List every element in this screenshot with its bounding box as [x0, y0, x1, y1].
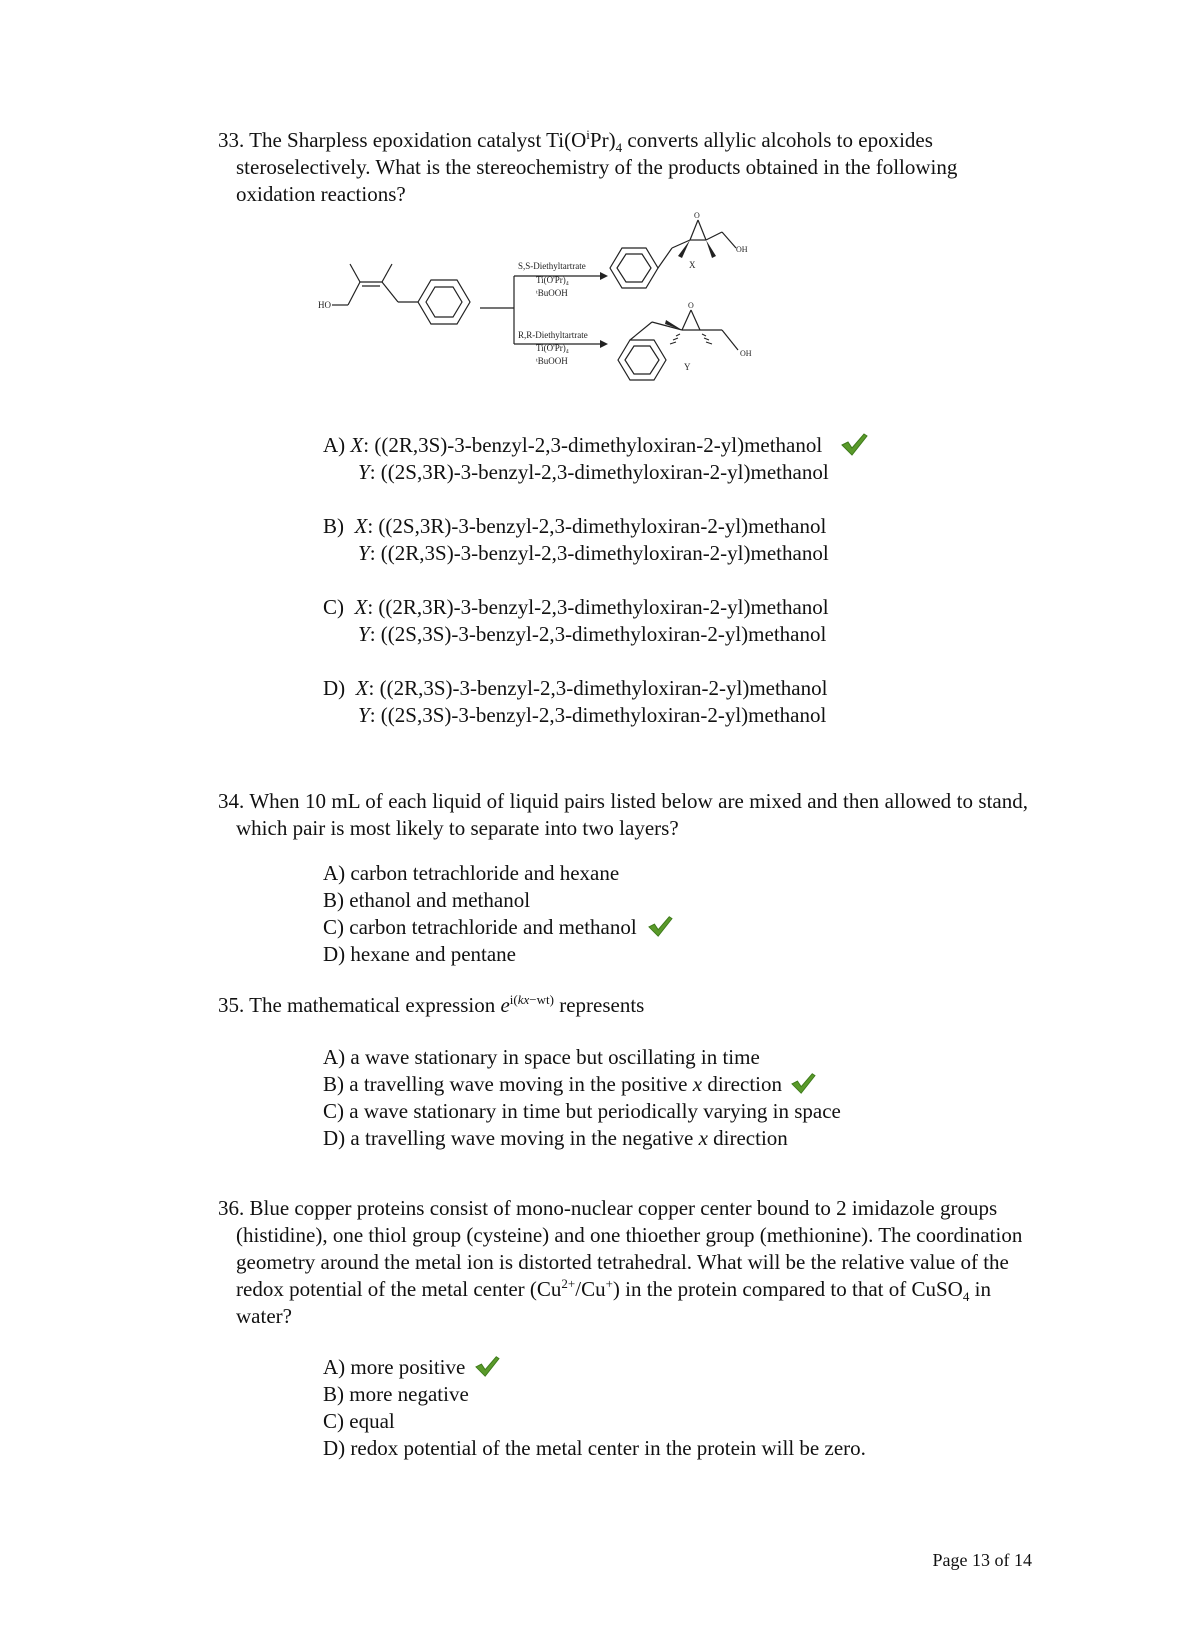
page-number: Page 13 of 14 [932, 1550, 1032, 1570]
question-34-text: 34. When 10 mL of each liquid of liquid pairs listed below are mixed and then allowed to stand, which pair is most likely to separate into two layers? [218, 789, 1028, 840]
option-34-b[interactable]: B) ethanol and methanol [323, 888, 531, 912]
option-33-b[interactable]: B) X: ((2S,3R)-3-benzyl-2,3-dimethyloxiran-2-yl)methanol [323, 514, 827, 538]
option-35-a[interactable]: A) a wave stationary in space but oscillating in time [323, 1045, 760, 1069]
question-35 [218, 992, 1028, 1019]
reagent-top-2: Ti(O'Pr)₄ [536, 275, 569, 285]
option-35-d[interactable]: D) a travelling wave moving in the negative x direction [323, 1126, 788, 1150]
reagent-bot-2: Ti(O'Pr)₄ [536, 343, 569, 353]
label-y: Y [684, 362, 691, 372]
option-33-a-y: Y: ((2S,3R)-3-benzyl-2,3-dimethyloxiran-2-yl)methanol [358, 460, 829, 484]
option-33-b-y: Y: ((2R,3S)-3-benzyl-2,3-dimethyloxiran-2-yl)methanol [358, 541, 829, 565]
label-oh-bot: OH [740, 349, 752, 358]
question-34-options [323, 860, 674, 968]
question-35-text: 35. The mathematical expression $e^{i(kx-wt)}$ represents [218, 992, 645, 1017]
reagent-bot-3: ᵗBuOOH [536, 356, 568, 366]
option-36-c[interactable]: C) equal [323, 1409, 395, 1433]
option-36-a[interactable]: A) more positive [323, 1354, 866, 1381]
label-x: X [689, 260, 696, 270]
check-icon [839, 431, 869, 457]
option-33-a[interactable]: A) X: ((2R,3S)-3-benzyl-2,3-dimethyloxiran-2-yl)methanol [323, 432, 869, 459]
option-33-c[interactable]: C) X: ((2R,3R)-3-benzyl-2,3-dimethyloxiran-2-yl)methanol [323, 595, 829, 619]
question-33 [218, 127, 1028, 208]
option-34-a[interactable]: A) carbon tetrachloride and hexane [323, 861, 620, 885]
reagent-bot-1: R,R-Diethyltartrate [518, 330, 588, 340]
check-icon [789, 1071, 817, 1095]
option-33-d-y: Y: ((2S,3S)-3-benzyl-2,3-dimethyloxiran-2-yl)methanol [358, 703, 827, 727]
reagent-top-1: S,S-Diethyltartrate [518, 261, 586, 271]
question-36-text: 36. Blue copper proteins consist of mono-nuclear copper center bound to 2 imidazole groups (histidine), one thiol group (cysteine) and one thioether group (methionine). The coordination geometry around the metal ion is distorted tetrahedral. What will be the relative value of the redox potential of the metal center $(Cu^{2+}/Cu^+)$ in the protein compared to that of CuSO$_4$ in water? [218, 1196, 1023, 1328]
label-o-top: O [694, 211, 700, 220]
question-33-options [323, 432, 869, 729]
question-36-options [323, 1354, 866, 1462]
option-33-d[interactable]: D) X: ((2R,3S)-3-benzyl-2,3-dimethyloxiran-2-yl)methanol [323, 676, 828, 700]
question-33-text: 33. The Sharpless epoxidation catalyst $Ti(O^iPr)_4$ converts allylic alcohols to epoxides steroselectively. What is the stereochemistry of the products obtained in the following oxidation reactions? [218, 127, 958, 206]
check-icon [646, 914, 674, 938]
option-35-c[interactable]: C) a wave stationary in time but periodically varying in space [323, 1099, 841, 1123]
label-ho: HO [318, 300, 331, 310]
option-34-c[interactable]: C) carbon tetrachloride and methanol [323, 914, 674, 941]
option-36-b[interactable]: B) more negative [323, 1382, 469, 1406]
question-35-options [323, 1044, 841, 1152]
sharpless-reaction-scheme [318, 210, 798, 420]
option-34-d[interactable]: D) hexane and pentane [323, 942, 516, 966]
option-36-d[interactable]: D) redox potential of the metal center in the protein will be zero. [323, 1436, 866, 1460]
option-35-b[interactable]: B) a travelling wave moving in the positive x direction [323, 1071, 841, 1098]
option-33-c-y: Y: ((2S,3S)-3-benzyl-2,3-dimethyloxiran-2-yl)methanol [358, 622, 827, 646]
reagent-top-3: ᵗBuOOH [536, 288, 568, 298]
question-36 [218, 1195, 1028, 1330]
question-34 [218, 788, 1028, 842]
label-oh-top: OH [736, 245, 748, 254]
label-o-bot: O [688, 301, 694, 310]
check-icon [473, 1354, 501, 1378]
